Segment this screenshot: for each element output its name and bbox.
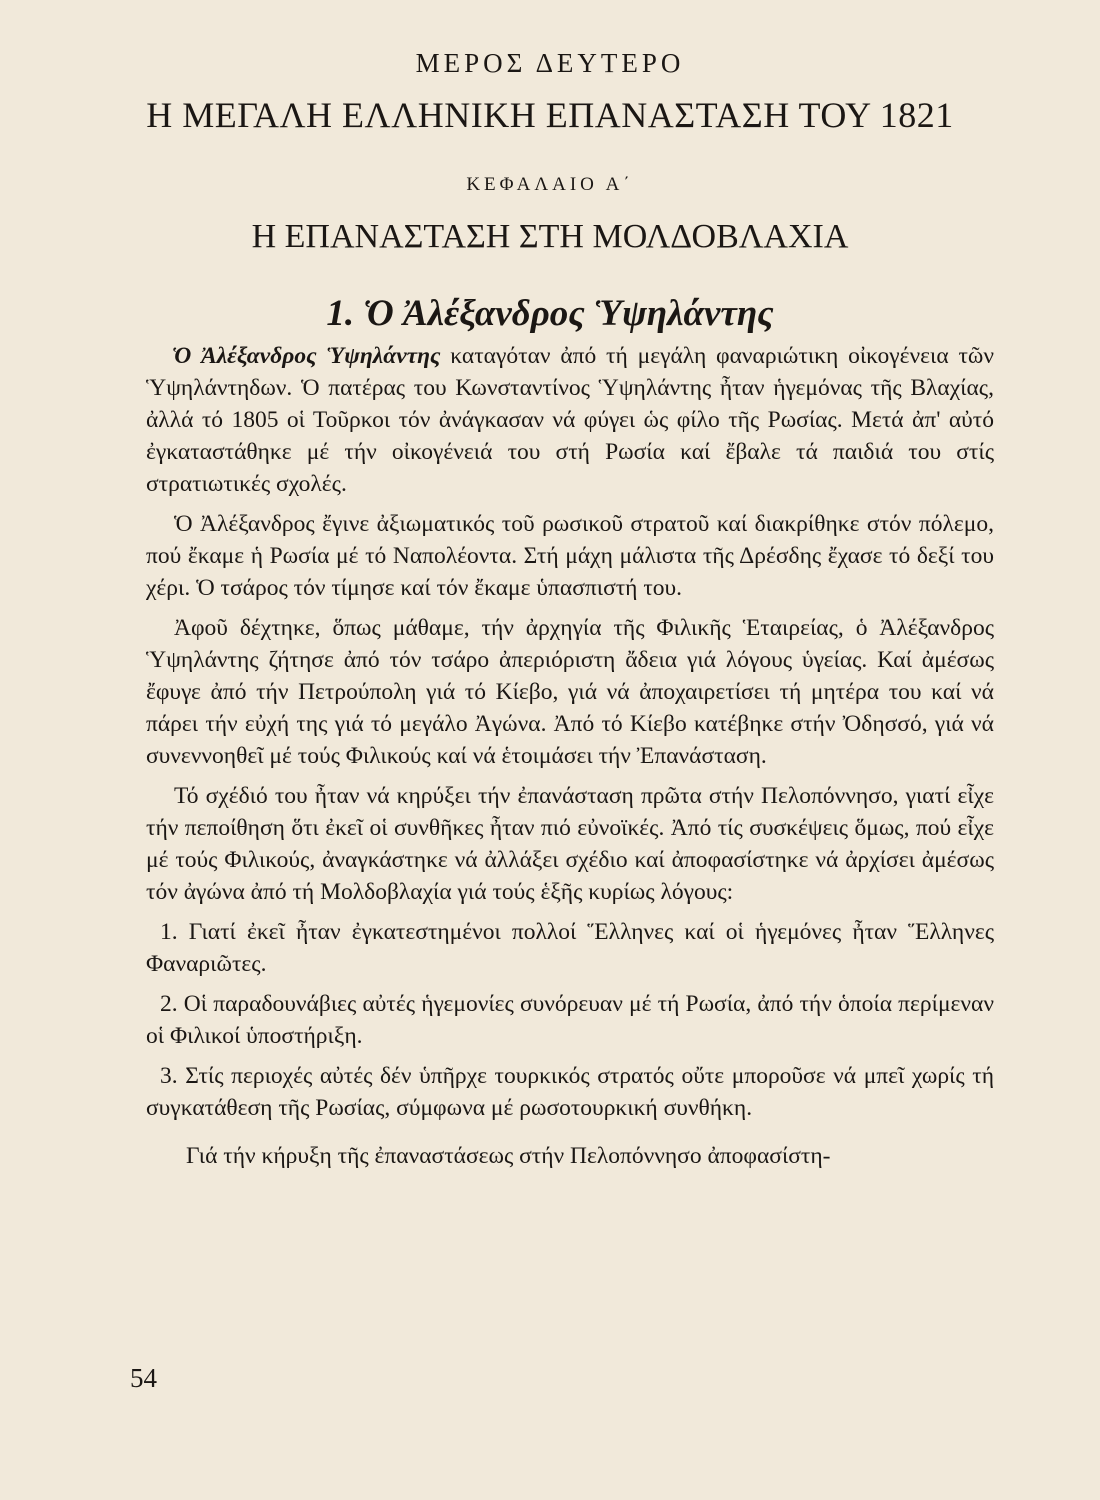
paragraph-5: Γιά τήν κήρυξη τῆς ἐπαναστάσεως στήν Πελοπόννησο ἀποφασίστη- (186, 1143, 831, 1169)
paragraph-1 (146, 340, 994, 500)
paragraph-4: Τό σχέδιό του ἦταν νά κηρύξει τήν ἐπανάσταση πρῶτα στήν Πελοπόννησο, γιατί εἶχε τήν πεποίθηση ὅτι ἐκεῖ οἱ συνθῆκες ἦταν πιό εὐνοϊκές. Ἀπό τίς συσκέψεις ὅμως, πού εἶχε μέ τούς Φιλικούς, ἀναγκάστηκε νά ἀλλάξει σχέδιο καί ἀποφασίστηκε νά ἀρχίσει ἀμέσως τόν ἀγώνα ἀπό τή Μολδοβλαχία γιά τούς ἑξῆς κυρίως λόγους: (146, 783, 994, 905)
list-item-1: 1. Γιατί ἐκεῖ ἦταν ἐγκατεστημένοι πολλοί Ἕλληνες καί οἱ ἡγεμόνες ἦταν Ἕλληνες Φαναριῶτες. (146, 919, 994, 977)
section-title: 1. Ὁ Ἀλέξανδρος Ὑψηλάντης (326, 293, 774, 334)
paragraph-2: Ὁ Ἀλέξανδρος ἔγινε ἀξιωματικός τοῦ ρωσικοῦ στρατοῦ καί διακρίθηκε στόν πόλεμο, πού ἔκαμε ἡ Ρωσία μέ τό Ναπολέοντα. Στή μάχη μάλιστα τῆς Δρέσδης ἔχασε τό δεξί του χέρι. Ὁ τσάρος τόν τίμησε καί τόν ἔκαμε ὑπασπιστή του. (146, 511, 994, 601)
paragraph-1-text: καταγόταν ἀπό τή μεγάλη φαναριώτικη οἰκογένεια τῶν Ὑψηλάντηδων. Ὁ πατέρας του Κωνσταντίνος Ὑψηλάντης ἦταν ἡγεμόνας τῆς Βλαχίας, ἀλλά τό 1805 οἱ Τοῦρκοι τόν ἀνάγκασαν νά φύγει ὡς φίλο τῆς Ρωσίας. Μετά ἀπ' αὐτό ἐγκαταστάθηκε μέ τήν οἰκογένειά του στή Ρωσία καί ἔβαλε τά παιδιά του στίς στρατιωτικές σχολές. (146, 343, 994, 497)
list-item-3: 3. Στίς περιοχές αὐτές δέν ὑπῆρχε τουρκικός στρατός οὔτε μποροῦσε νά μπεῖ χωρίς τή συγκατάθεση τῆς Ρωσίας, σύμφωνα μέ ρωσοτουρκική συνθήκη. (146, 1063, 994, 1121)
paragraph-3: Ἀφοῦ δέχτηκε, ὅπως μάθαμε, τήν ἀρχηγία τῆς Φιλικῆς Ἑταιρείας, ὁ Ἀλέξανδρος Ὑψηλάντης ζήτησε ἀπό τόν τσάρο ἀπεριόριστη ἄδεια γιά λόγους ὑγείας. Καί ἀμέσως ἔφυγε ἀπό τήν Πετρούπολη γιά τό Κίεβο, γιά νά ἀποχαιρετίσει τή μητέρα του καί νά πάρει τήν εὐχή της γιά τό μεγάλο Ἀγώνα. Ἀπό τό Κίεβο κατέβηκε στήν Ὀδησσό, γιά νά συνεννοηθεῖ μέ τούς Φιλικούς καί νά ἑτοιμάσει τήν Ἐπανάσταση. (146, 615, 994, 769)
lead-name: Ὁ Ἀλέξανδρος Ὑψηλάντης (172, 343, 441, 369)
body-text (146, 340, 994, 1180)
part-label: ΜΕΡΟΣ ΔΕΥΤΕΡΟ (415, 48, 685, 78)
chapter-title: Η ΕΠΑΝΑΣΤΑΣΗ ΣΤΗ ΜΟΛΔΟΒΛΑΧΙΑ (251, 218, 849, 255)
chapter-label: ΚΕΦΑΛΑΙΟ Α΄ (466, 174, 634, 195)
main-title: Η ΜΕΓΑΛΗ ΕΛΛΗΝΙΚΗ ΕΠΑΝΑΣΤΑΣΗ ΤΟΥ 1821 (146, 95, 954, 135)
list-item-2: 2. Οἱ παραδουνάβιες αὐτές ἡγεμονίες συνόρευαν μέ τή Ρωσία, ἀπό τήν ὁποία περίμεναν οἱ Φιλικοί ὑποστήριξη. (146, 991, 994, 1049)
page-number: 54 (130, 1363, 157, 1393)
